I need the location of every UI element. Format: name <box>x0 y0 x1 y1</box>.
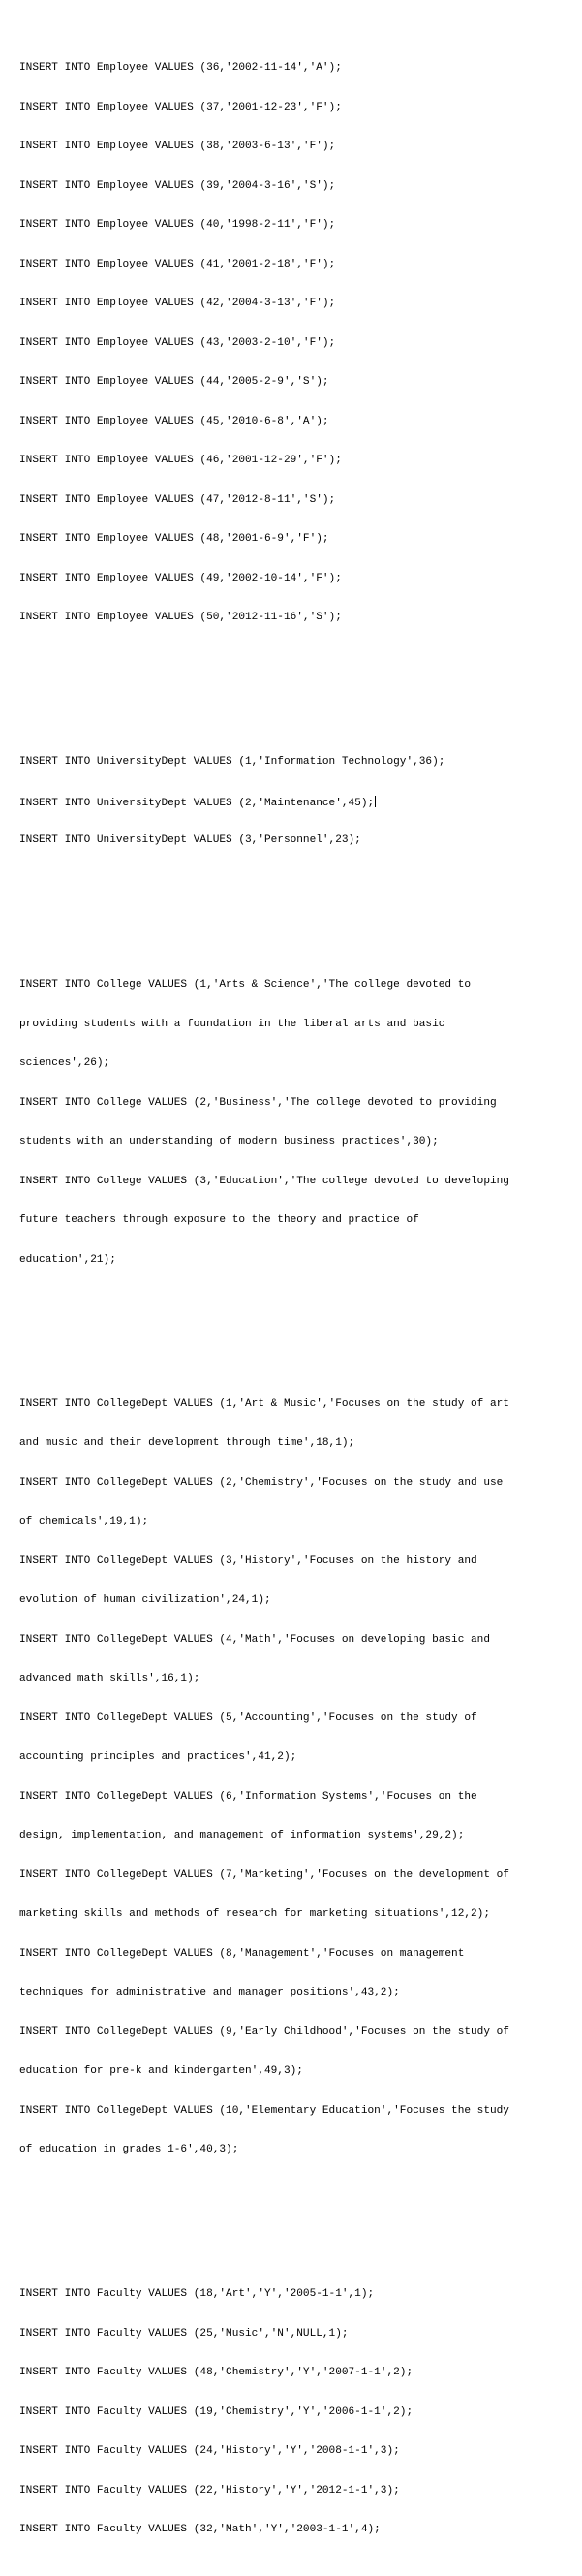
sql-line: INSERT INTO CollegeDept VALUES (8,'Management','Focuses on management <box>19 1947 465 1960</box>
sql-line: INSERT INTO College VALUES (3,'Education','The college devoted to developing <box>19 1175 509 1187</box>
sql-line: accounting principles and practices',41,2); <box>19 1751 297 1763</box>
sql-block-faculty <box>19 2262 576 2563</box>
sql-line: sciences',26); <box>19 1057 110 1069</box>
sql-line: evolution of human civilization',24,1); <box>19 1594 271 1606</box>
sql-line: of chemicals',19,1); <box>19 1516 149 1527</box>
sql-line: INSERT INTO CollegeDept VALUES (5,'Accounting','Focuses on the study of <box>19 1712 477 1724</box>
sql-line: INSERT INTO Employee VALUES (49,'2002-10-14','F'); <box>19 572 342 584</box>
sql-block-university-dept <box>19 730 576 874</box>
sql-line: INSERT INTO Employee VALUES (37,'2001-12-23','F'); <box>19 101 342 113</box>
sql-line: INSERT INTO College VALUES (1,'Arts & Science','The college devoted to <box>19 979 472 990</box>
sql-line: education',21); <box>19 1253 116 1266</box>
blank-line <box>19 1319 576 1333</box>
sql-line: INSERT INTO Faculty VALUES (32,'Math','Y','2003-1-1',4); <box>19 2524 381 2535</box>
sql-line: INSERT INTO CollegeDept VALUES (3,'History','Focuses on the history and <box>19 1555 477 1567</box>
sql-line: INSERT INTO Faculty VALUES (48,'Chemistry','Y','2007-1-1',2); <box>19 2367 414 2378</box>
blank-line <box>19 677 576 691</box>
sql-line: INSERT INTO Faculty VALUES (18,'Art','Y','2005-1-1',1); <box>19 2288 375 2300</box>
sql-line: INSERT INTO Employee VALUES (38,'2003-6-13','F'); <box>19 141 336 152</box>
sql-line: INSERT INTO College VALUES (2,'Business','The college devoted to providing <box>19 1096 497 1109</box>
sql-line: INSERT INTO CollegeDept VALUES (7,'Marketing','Focuses on the development of <box>19 1869 509 1881</box>
sql-line: INSERT INTO Employee VALUES (46,'2001-12-29','F'); <box>19 455 342 466</box>
sql-line: INSERT INTO Employee VALUES (39,'2004-3-16','S'); <box>19 179 336 192</box>
sql-line: and music and their development through time',18,1); <box>19 1437 355 1449</box>
blank-line <box>19 900 576 914</box>
sql-line: marketing skills and methods of research for marketing situations',12,2); <box>19 1908 490 1920</box>
sql-line-with-cursor <box>19 796 576 809</box>
sql-line: INSERT INTO Faculty VALUES (19,'Chemistry','Y','2006-1-1',2); <box>19 2405 414 2418</box>
sql-line: design, implementation, and management of information systems',29,2); <box>19 1830 465 1841</box>
sql-line: INSERT INTO Faculty VALUES (22,'History','Y','2012-1-1',3); <box>19 2484 400 2497</box>
sql-block-college <box>19 953 576 1293</box>
sql-line: INSERT INTO CollegeDept VALUES (9,'Early Childhood','Focuses on the study of <box>19 2026 509 2038</box>
sql-line: INSERT INTO UniversityDept VALUES (1,'Information Technology',36); <box>19 756 445 768</box>
sql-line: students with an understanding of modern business practices',30); <box>19 1136 439 1147</box>
sql-line: INSERT INTO CollegeDept VALUES (2,'Chemistry','Focuses on the study and use <box>19 1476 504 1489</box>
blank-line <box>19 2210 576 2223</box>
sql-line-text: INSERT INTO UniversityDept VALUES (2,'Maintenance',45); <box>19 797 375 809</box>
sql-line: INSERT INTO Employee VALUES (43,'2003-2-10','F'); <box>19 336 336 349</box>
sql-line: INSERT INTO Faculty VALUES (25,'Music','N',NULL,1); <box>19 2327 349 2340</box>
sql-line: INSERT INTO CollegeDept VALUES (10,'Elementary Education','Focuses the study <box>19 2104 509 2117</box>
sql-line: INSERT INTO CollegeDept VALUES (6,'Information Systems','Focuses on the <box>19 1790 477 1803</box>
sql-line: INSERT INTO Employee VALUES (36,'2002-11-14','A'); <box>19 62 342 74</box>
sql-line: INSERT INTO Employee VALUES (45,'2010-6-8','A'); <box>19 415 329 427</box>
sql-text-editor[interactable] <box>19 10 576 2576</box>
sql-line: INSERT INTO CollegeDept VALUES (1,'Art & Music','Focuses on the study of art <box>19 1398 509 1410</box>
sql-line: techniques for administrative and manager positions',43,2); <box>19 1987 400 1998</box>
sql-line: INSERT INTO Employee VALUES (44,'2005-2-9','S'); <box>19 376 329 388</box>
sql-line: education for pre-k and kindergarten',49,3); <box>19 2065 303 2077</box>
sql-line: INSERT INTO CollegeDept VALUES (4,'Math','Focuses on developing basic and <box>19 1633 490 1646</box>
sql-line: future teachers through exposure to the theory and practice of <box>19 1214 419 1226</box>
sql-line: of education in grades 1-6',40,3); <box>19 2144 239 2155</box>
sql-line: INSERT INTO Employee VALUES (41,'2001-2-18','F'); <box>19 258 336 270</box>
sql-line: INSERT INTO Employee VALUES (40,'1998-2-11','F'); <box>19 219 336 231</box>
sql-line: INSERT INTO Employee VALUES (50,'2012-11-16','S'); <box>19 612 342 623</box>
sql-block-employee <box>19 36 576 651</box>
sql-line: INSERT INTO Employee VALUES (42,'2004-3-13','F'); <box>19 298 336 309</box>
sql-line: providing students with a foundation in the liberal arts and basic <box>19 1018 445 1030</box>
sql-line: INSERT INTO Faculty VALUES (24,'History','Y','2008-1-1',3); <box>19 2445 400 2457</box>
text-cursor <box>375 796 376 807</box>
sql-line: INSERT INTO UniversityDept VALUES (3,'Personnel',23); <box>19 834 361 846</box>
sql-line: advanced math skills',16,1); <box>19 1673 200 1684</box>
sql-block-college-dept <box>19 1372 576 2183</box>
sql-line: INSERT INTO Employee VALUES (47,'2012-8-11','S'); <box>19 493 336 506</box>
sql-line: INSERT INTO Employee VALUES (48,'2001-6-9','F'); <box>19 533 329 545</box>
